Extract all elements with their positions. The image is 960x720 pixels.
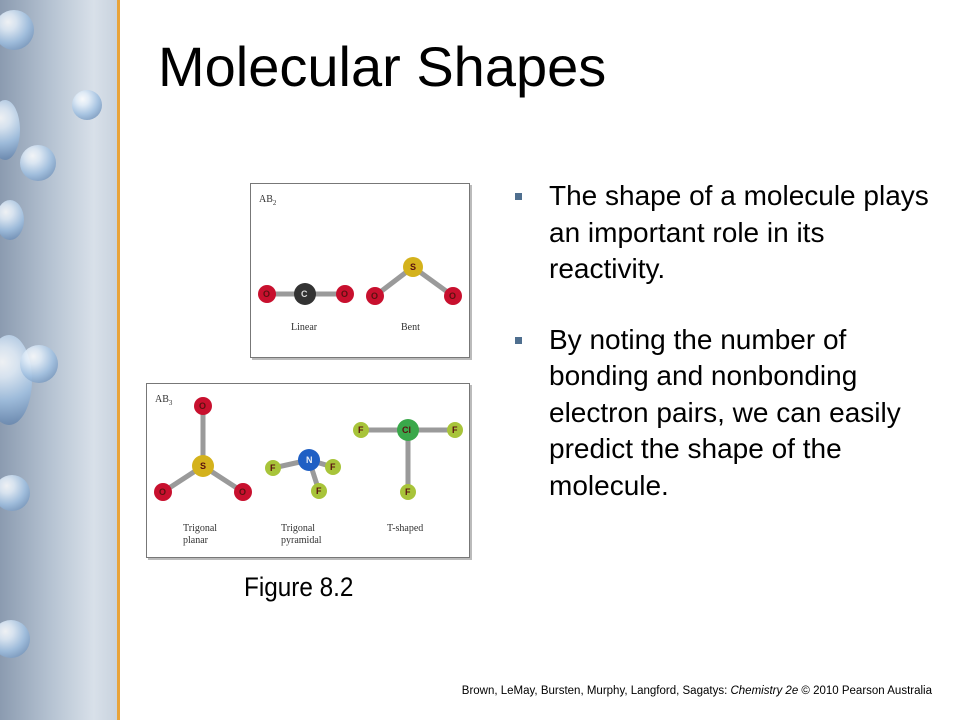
figure-caption: Figure 8.2: [244, 572, 354, 602]
atom-label: F: [358, 425, 364, 435]
bubble-decoration: [0, 10, 34, 50]
figure-ab2-panel: [250, 183, 470, 358]
atom-label: S: [410, 262, 417, 272]
bullet-list: [512, 178, 942, 538]
atom-label: F: [316, 486, 322, 496]
trigonal-planar-label-line2: planar: [183, 535, 208, 546]
bubble-decoration: [72, 90, 102, 120]
bullet-text: The shape of a molecule plays an important role in its reactivity.: [549, 180, 929, 284]
footer-citation: [462, 685, 932, 697]
trigonal-pyramidal-label-line2: pyramidal: [281, 535, 322, 546]
atom-label: O: [341, 289, 349, 299]
atom-label: O: [239, 487, 247, 497]
trigonal-pyramidal-label-line1: Trigonal: [281, 523, 316, 534]
square-bullet-icon: [515, 337, 522, 344]
sidebar-accent-rule: [117, 0, 120, 720]
atom-label: O: [263, 289, 271, 299]
bullet-text: By noting the number of bonding and nonbonding electron pairs, we can easily predict the shape of the molecule.: [549, 323, 901, 501]
ab3-heading: $AB_3$: [155, 394, 173, 407]
bent-label: Bent: [401, 322, 420, 333]
bullet-item: [512, 178, 942, 288]
atom-label: F: [270, 463, 276, 473]
footer-authors: Brown, LeMay, Bursten, Murphy, Langford, Sagatys:: [461, 685, 731, 697]
decorative-sidebar: [0, 0, 117, 720]
trigonal-planar-label-line1: Trigonal: [183, 523, 218, 534]
atom-label: Cl: [402, 425, 411, 435]
figure-ab3-panel: [146, 383, 470, 558]
atom-label: C: [301, 289, 308, 299]
bubble-decoration: [0, 475, 30, 511]
atom-label: F: [405, 487, 411, 497]
bubble-decoration: [0, 620, 30, 658]
atom-label: O: [449, 291, 457, 301]
atom-label: F: [452, 425, 458, 435]
atom-label: O: [199, 401, 207, 411]
bullet-item: [512, 322, 942, 505]
square-bullet-icon: [515, 193, 522, 200]
figure-ab3-diagram: [147, 384, 469, 557]
linear-label: Linear: [291, 322, 318, 333]
bubble-decoration: [20, 145, 56, 181]
footer-rights: © 2010 Pearson Australia: [798, 685, 932, 697]
tshaped-label: T-shaped: [387, 523, 424, 534]
bubble-decoration: [20, 345, 58, 383]
atom-label: N: [306, 455, 313, 465]
footer-book-title: Chemistry 2e: [730, 685, 799, 697]
ab2-heading: $AB_2$: [259, 194, 277, 207]
bubble-decoration: [0, 200, 24, 240]
atom-label: S: [200, 461, 207, 471]
atom-label: O: [371, 291, 379, 301]
slide-title: Molecular Shapes: [158, 35, 607, 98]
bubble-decoration: [0, 100, 20, 160]
atom-label: F: [330, 462, 336, 472]
atom-label: O: [159, 487, 167, 497]
figure-ab2-diagram: [251, 184, 469, 357]
